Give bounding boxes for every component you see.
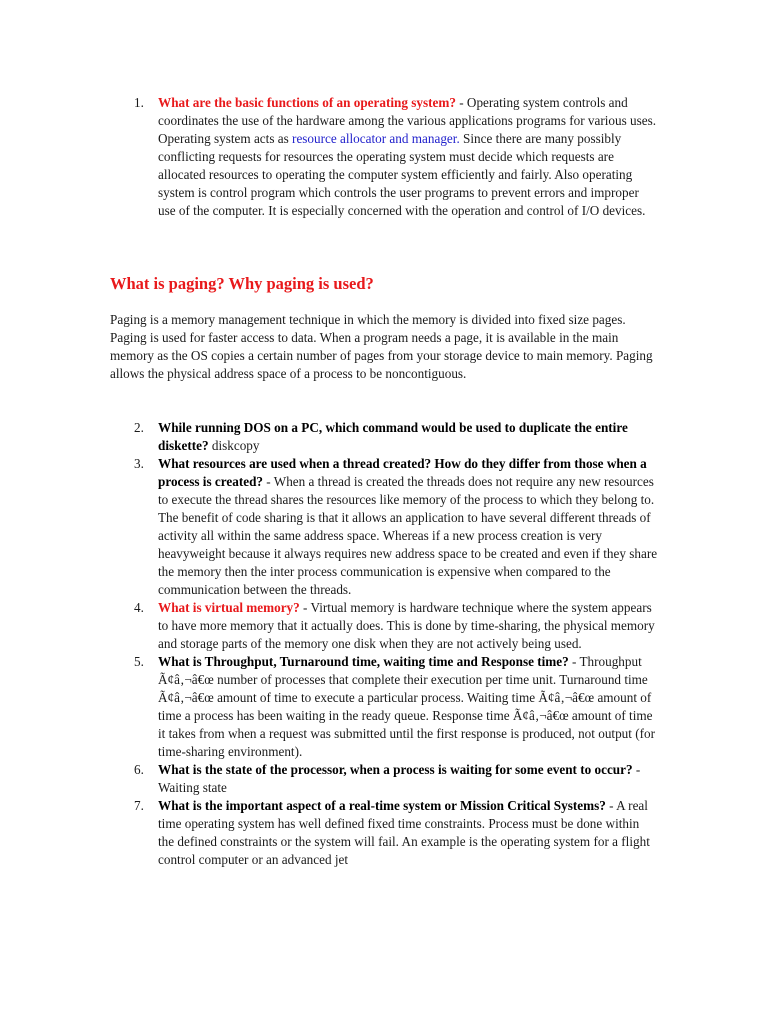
answer-text: - Throughput Ã¢â‚¬â€œ number of processes that complete their execution per time unit. Turnaround time Ã¢â‚¬â€œ amount of time to execute a particular process. Waiting time Ã¢â‚¬â€œ amount of time a process has been waiting in the ready queue. Response time Ã¢â‚¬â€œ amount of time it takes from when a request was submitted until the first response is produced, not output (for time-sharing environment). — [158, 654, 655, 759]
paging-heading: What is paging? Why paging is used? — [110, 274, 374, 293]
answer-text: - A real time operating system has well defined fixed time constraints. Process must be done within the defined constraints or the system will fail. An example is the operating system for a flight control computer or an advanced jet — [158, 798, 650, 867]
question-text: What is the state of the processor, when a process is waiting for some event to occur? — [158, 762, 633, 777]
item-number: 6. — [134, 762, 144, 777]
question-text: What are the basic functions of an operating system? — [158, 95, 456, 110]
list-item — [110, 94, 658, 220]
resource-allocator-link[interactable]: resource allocator and manager. — [292, 131, 460, 146]
question-list-main — [110, 419, 658, 869]
question-text: While running DOS on a PC, which command would be used to duplicate the entire diskette? — [158, 420, 628, 453]
question-text: What is the important aspect of a real-time system or Mission Critical Systems? — [158, 798, 606, 813]
answer-text: Since there are many possibly conflicting requests for resources the operating system must decide which requests are allocated resources to operating the computer system efficiently and fairly. Also operating system is control program which controls the user programs to prevent errors and improper use of the computer. It is especially concerned with the operation and control of I/O devices. — [158, 131, 646, 218]
answer-text: - Virtual memory is hardware technique where the system appears to have more memory that it actually does. This is done by time-sharing, the physical memory and storage parts of the memory one disk when they are not actively being used. — [158, 600, 655, 651]
item-number: 5. — [134, 654, 144, 669]
list-item — [110, 599, 658, 653]
list-item — [110, 797, 658, 869]
item-number: 4. — [134, 600, 144, 615]
question-text: What is virtual memory? — [158, 600, 300, 615]
question-list-top — [110, 94, 658, 220]
question-text: What resources are used when a thread created? How do they differ from those when a process is created? — [158, 456, 647, 489]
list-item — [110, 761, 658, 797]
paging-paragraph: Paging is a memory management technique in which the memory is divided into fixed size pages. Paging is used for faster access to data. When a program needs a page, it is available in the main memory as the OS copies a certain number of pages from your storage device to main memory. Paging allows the physical address space of a process to be noncontiguous. — [110, 312, 653, 381]
answer-text: - When a thread is created the threads does not require any new resources to execute the thread shares the resources like memory of the process to which they belong to. The benefit of code sharing is that it allows an application to have several different threads of activity all within the same address space. Whereas if a new process creation is very heavyweight because it always requires new address space to be created and even if they share the memory then the inter process communication is expensive when compared to the communication between the threads. — [158, 474, 658, 597]
answer-text: diskcopy — [208, 438, 260, 453]
item-number: 1. — [134, 95, 144, 110]
item-number: 3. — [134, 456, 144, 471]
item-number: 2. — [134, 420, 144, 435]
list-item — [110, 419, 658, 455]
answer-text: - Operating system controls and coordinates the use of the hardware among the various applications programs for various uses. Operating system acts as — [158, 95, 657, 146]
question-text: What is Throughput, Turnaround time, waiting time and Response time? — [158, 654, 569, 669]
list-item — [110, 455, 658, 599]
answer-text: - Waiting state — [158, 762, 641, 795]
item-number: 7. — [134, 798, 144, 813]
list-item — [110, 653, 658, 761]
